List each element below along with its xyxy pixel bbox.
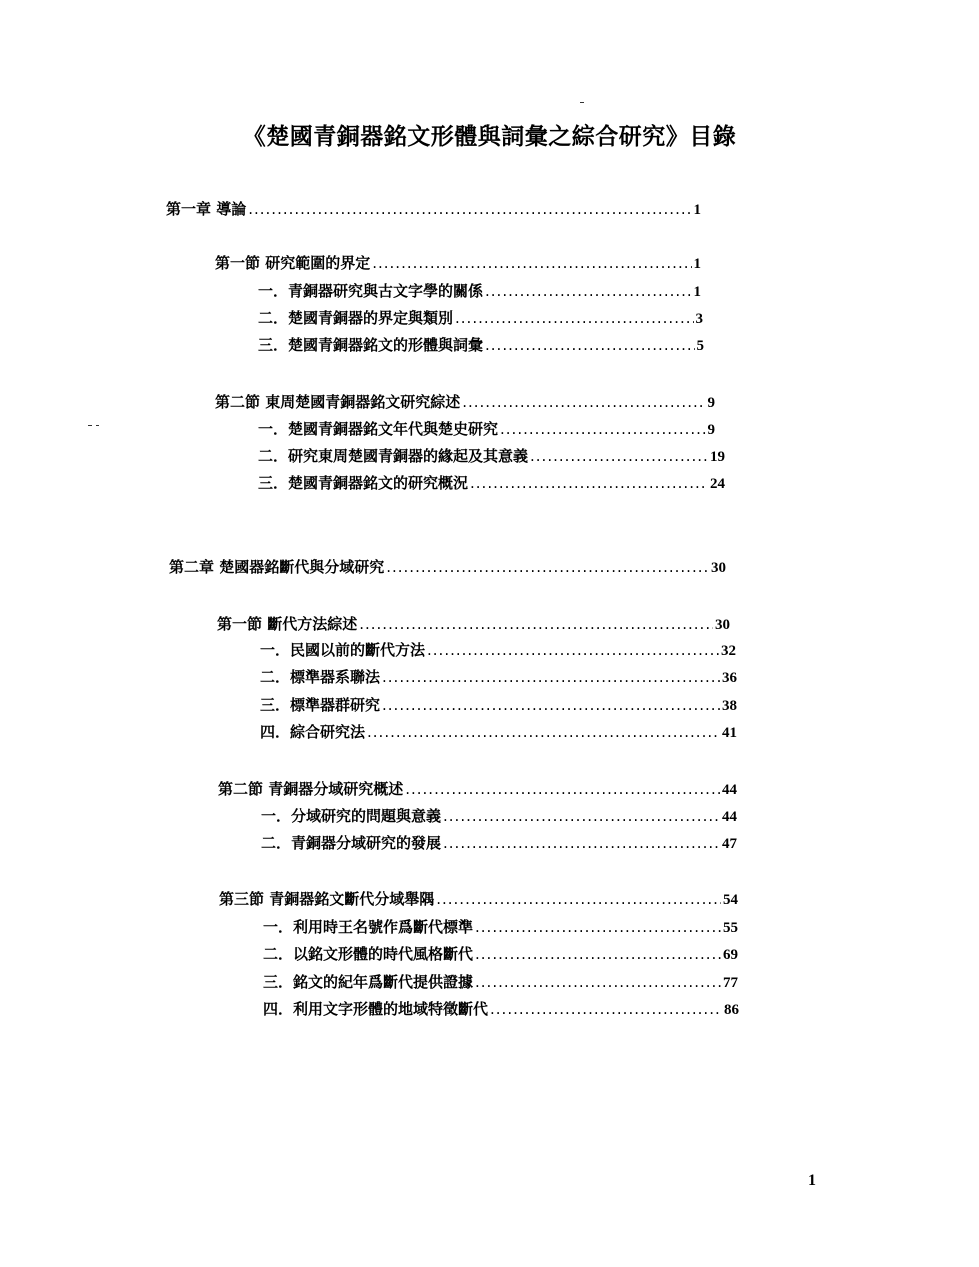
- toc-entry-label: 二．標準器系聯法: [260, 668, 381, 686]
- dot-leader: [372, 253, 691, 273]
- toc-item-2-3-1[interactable]: [263, 917, 738, 938]
- toc-page-number: 47: [722, 836, 737, 852]
- toc-page-number: 32: [721, 643, 736, 659]
- toc-section-2-1[interactable]: [217, 614, 730, 635]
- toc-item-1-1-2[interactable]: [258, 308, 703, 329]
- toc-item-2-1-2[interactable]: [260, 667, 737, 688]
- dot-leader: [475, 972, 721, 992]
- dot-leader: [443, 806, 720, 826]
- toc-item-2-1-3[interactable]: [260, 695, 737, 716]
- toc-page-number: 3: [695, 311, 703, 327]
- toc-section-2-2[interactable]: [218, 779, 737, 800]
- toc-entry-label: 四．綜合研究法: [260, 723, 366, 741]
- toc-entry-label: 第二節 東周楚國青銅器銘文研究綜述: [215, 393, 461, 411]
- toc-item-1-2-3[interactable]: [258, 473, 725, 494]
- dot-leader: [405, 779, 720, 799]
- scan-speck: [88, 425, 92, 426]
- toc-item-1-1-1[interactable]: [258, 281, 701, 302]
- toc-page-number: 77: [723, 975, 738, 991]
- dot-leader: [485, 335, 694, 355]
- toc-section-1-1[interactable]: [215, 253, 701, 274]
- dot-leader: [475, 944, 721, 964]
- page-number: 1: [808, 1172, 816, 1189]
- toc-entry-label: 第一章 導論: [166, 200, 247, 218]
- dot-leader: [382, 667, 720, 687]
- dot-leader: [359, 614, 713, 634]
- toc-item-2-2-1[interactable]: [261, 806, 737, 827]
- toc-item-2-1-1[interactable]: [260, 640, 736, 661]
- dot-leader: [470, 473, 708, 493]
- toc-entry-label: 一．利用時王名號作爲斷代標準: [263, 918, 474, 936]
- toc-chapter-1[interactable]: [166, 199, 701, 220]
- dot-leader: [475, 917, 721, 937]
- toc-page-number: 1: [693, 284, 701, 300]
- toc-entry-label: 二．楚國青銅器的界定與類別: [258, 309, 454, 327]
- dot-leader: [427, 640, 719, 660]
- toc-page-number: 36: [722, 670, 737, 686]
- toc-entry-label: 三．銘文的紀年爲斷代提供證據: [263, 973, 474, 991]
- dot-leader: [455, 308, 693, 328]
- toc-entry-label: 第二章 楚國器銘斷代與分域研究: [169, 558, 385, 576]
- toc-page-number: 30: [715, 617, 730, 633]
- toc-chapter-2[interactable]: [169, 557, 726, 578]
- toc-entry-label: 一．楚國青銅器銘文年代與楚史研究: [258, 420, 499, 438]
- toc-page-number: 19: [710, 449, 725, 465]
- toc-item-2-2-2[interactable]: [261, 833, 737, 854]
- toc-entry-label: 第二節 青銅器分域研究概述: [218, 780, 404, 798]
- dot-leader: [367, 722, 720, 742]
- toc-page-number: 1: [693, 202, 701, 218]
- dot-leader: [500, 419, 705, 439]
- dot-leader: [248, 199, 691, 219]
- toc-page-number: 41: [722, 725, 737, 741]
- toc-item-1-1-3[interactable]: [258, 335, 704, 356]
- toc-entry-label: 四．利用文字形體的地域特徵斷代: [263, 1000, 489, 1018]
- scan-speck: [580, 102, 584, 103]
- toc-entry-label: 一．分域研究的問題與意義: [261, 807, 442, 825]
- dot-leader: [386, 557, 709, 577]
- toc-entry-label: 三．標準器群研究: [260, 696, 381, 714]
- toc-entry-label: 一．民國以前的斷代方法: [260, 641, 426, 659]
- toc-page-number: 9: [707, 422, 715, 438]
- toc-item-1-2-1[interactable]: [258, 419, 715, 440]
- toc-entry-label: 三．楚國青銅器銘文的研究概況: [258, 474, 469, 492]
- toc-page-number: 9: [707, 395, 715, 411]
- toc-entry-label: 一．青銅器研究與古文字學的關係: [258, 282, 484, 300]
- toc-item-2-3-2[interactable]: [263, 944, 738, 965]
- toc-section-2-3[interactable]: [219, 889, 738, 910]
- toc-page-number: 44: [722, 782, 737, 798]
- dot-leader: [443, 833, 720, 853]
- scan-speck: [96, 425, 99, 426]
- toc-entry-label: 二．青銅器分域研究的發展: [261, 834, 442, 852]
- document-title: 《楚國青銅器銘文形體與詞彙之綜合研究》目錄: [242, 124, 737, 150]
- dot-leader: [490, 999, 722, 1019]
- toc-page-number: 24: [710, 476, 725, 492]
- toc-section-1-2[interactable]: [215, 392, 715, 413]
- toc-entry-label: 二．研究東周楚國青銅器的緣起及其意義: [258, 447, 529, 465]
- toc-page-number: 55: [723, 920, 738, 936]
- dot-leader: [530, 446, 708, 466]
- toc-item-1-2-2[interactable]: [258, 446, 725, 467]
- toc-page-number: 1: [693, 256, 701, 272]
- toc-page-number: 54: [723, 892, 738, 908]
- toc-page-number: 30: [711, 560, 726, 576]
- dot-leader: [462, 392, 705, 412]
- toc-item-2-3-4[interactable]: [263, 999, 739, 1020]
- dot-leader: [436, 889, 721, 909]
- toc-entry-label: 第一節 斷代方法綜述: [217, 615, 358, 633]
- toc-page-number: 44: [722, 809, 737, 825]
- toc-page-number: 69: [723, 947, 738, 963]
- toc-page-number: 38: [722, 698, 737, 714]
- toc-item-2-3-3[interactable]: [263, 972, 738, 993]
- toc-page-number: 5: [696, 338, 704, 354]
- dot-leader: [485, 281, 691, 301]
- toc-entry-label: 二．以銘文形體的時代風格斷代: [263, 945, 474, 963]
- toc-entry-label: 第一節 研究範圍的界定: [215, 254, 371, 272]
- toc-entry-label: 第三節 青銅器銘文斷代分域舉隅: [219, 890, 435, 908]
- toc-page-number: 86: [724, 1002, 739, 1018]
- dot-leader: [382, 695, 720, 715]
- toc-entry-label: 三．楚國青銅器銘文的形體與詞彙: [258, 336, 484, 354]
- toc-item-2-1-4[interactable]: [260, 722, 737, 743]
